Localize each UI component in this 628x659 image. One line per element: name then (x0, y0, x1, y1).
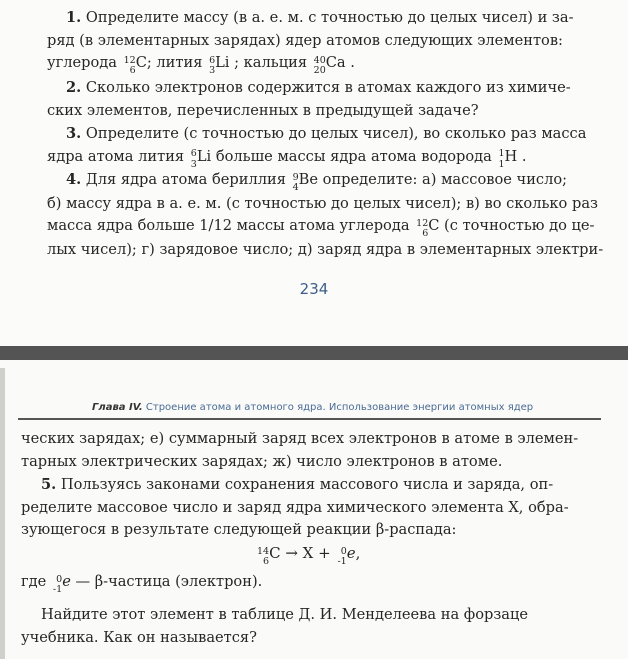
reaction-equation (255, 544, 360, 567)
page-edge-shadow (0, 368, 5, 659)
text: ; кальция (229, 54, 312, 71)
problem-number: 1. (66, 9, 82, 26)
text: (с точностью до це- (439, 217, 595, 234)
equation-text: → X + (280, 544, 336, 562)
problem-4 (47, 169, 603, 261)
text: Сколько электронов содержится в атомах каждого из химиче- (81, 79, 571, 96)
element-symbol: C (269, 544, 281, 562)
problem-5 (21, 474, 569, 542)
text: Определите (с точностью до целых чисел), во сколько раз масса (81, 125, 587, 142)
nuclide-notation: 0 -1 (52, 573, 63, 595)
chapter-label: Глава IV. (92, 402, 143, 413)
problem-4-continuation (21, 428, 578, 473)
problem-number: 2. (66, 79, 82, 96)
text: — β-частица (электрон). (70, 573, 263, 590)
text: где (21, 573, 51, 590)
equation-text: , (355, 544, 361, 562)
problem-1 (47, 7, 574, 76)
text: ядра атома лития (47, 147, 189, 165)
text-line: ческих зарядах; е) суммарный заряд всех электронов в атоме в элемен- (21, 430, 579, 447)
nuclide-notation: 6 3 (209, 54, 216, 76)
text: ; лития (146, 54, 208, 71)
text: . (517, 147, 527, 165)
header-rule (18, 418, 601, 420)
text: Пользуясь законами сохранения массового числа и заряда, оп- (56, 476, 554, 493)
text-line: ряд (в элементарных зарядах) ядер атомов следующих элементов: (47, 31, 563, 49)
text-line: учебника. Как он называется? (21, 628, 257, 646)
text-line: ределите массовое число и заряд ядра химического элемента X, обра- (21, 498, 569, 516)
text-line: лых чисел); г) зарядовое число; д) заряд ядра в элементарных электри- (47, 240, 604, 258)
text: масса ядра больше 1/12 массы атома углерода (47, 217, 415, 234)
text-line: б) массу ядра в а. е. м. (с точностью до целых чисел); в) во сколько раз (47, 194, 598, 212)
nuclide-notation: 12 6 (123, 54, 136, 76)
chapter-topic: Строение атома и атомного ядра. Использование энергии атомных ядер (145, 402, 534, 413)
electron-symbol: e (346, 544, 356, 562)
nuclide-notation: 9 4 (292, 171, 299, 193)
text-line: зующегося в результате следующей реакции β-распада: (21, 521, 457, 538)
problem-3 (47, 123, 586, 169)
nuclide-notation: 14 6 (257, 545, 270, 567)
nuclide-notation: 1 1 (498, 148, 505, 170)
running-header (92, 402, 533, 413)
element-symbol: C (428, 217, 440, 234)
final-question (21, 604, 528, 649)
element-symbol: Ca (325, 54, 346, 71)
nuclide-notation: 0 -1 (337, 545, 347, 567)
problem-2 (47, 77, 571, 122)
element-symbol: H (504, 147, 518, 165)
page-number: 234 (299, 280, 329, 298)
text-line: тарных электрических зарядах; ж) число электронов в атоме. (21, 452, 503, 470)
problem-number: 5. (41, 476, 57, 493)
problem-number: 3. (66, 125, 82, 142)
equation-legend (21, 571, 262, 595)
text: Определите массу (в а. е. м. с точностью до целых чисел) и за- (81, 9, 574, 26)
element-symbol: Be (298, 171, 319, 188)
electron-symbol: e (62, 573, 71, 590)
page-separator (0, 346, 628, 360)
nuclide-notation: 40 20 (313, 54, 326, 76)
nuclide-notation: 6 3 (190, 148, 197, 170)
text-line: Найдите этот элемент в таблице Д. И. Менделеева на форзаце (41, 606, 529, 623)
text-line: ских элементов, перечисленных в предыдущей задаче? (47, 101, 479, 119)
text: Для ядра атома бериллия (81, 171, 291, 188)
problem-number: 4. (66, 171, 82, 188)
text: определите: а) массовое число; (318, 171, 568, 188)
nuclide-notation: 12 6 (416, 217, 429, 239)
text: . (345, 54, 355, 71)
text: больше массы ядра атома водорода (211, 147, 497, 165)
element-symbol: Li (215, 54, 230, 71)
text: углерода (47, 54, 122, 71)
element-symbol: Li (196, 147, 212, 165)
element-symbol: C (135, 54, 147, 71)
